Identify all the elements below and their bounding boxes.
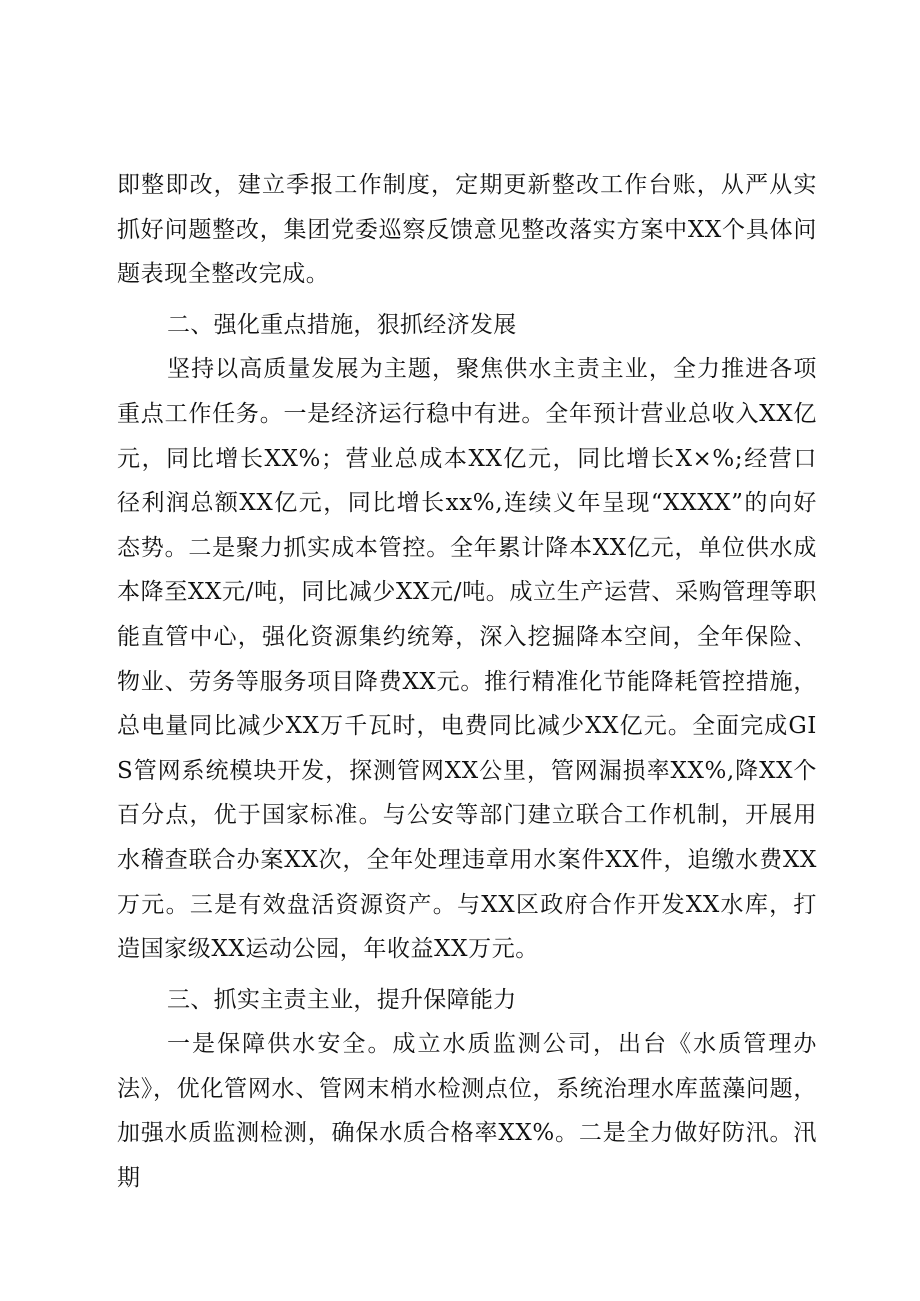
document-body xyxy=(117,163,817,1201)
paragraph-rectification: 即整即改，建立季报工作制度，定期更新整改工作台账，从严从实抓好问题整改，集团党委巡察反馈意见整改落实方案中XX个具体问题表现全整改完成。 xyxy=(117,172,817,288)
paragraph-water-supply-safety: 一是保障供水安全。成立水质监测公司，出台《水质管理办法》，优化管网水、管网末梢水检测点位，系统治理水库蓝藻问题，加强水质监测检测，确保水质合格率XX%。二是全力做好防汛。汛期 xyxy=(117,1031,817,1192)
section-heading-economic-development: 二、强化重点措施，狠抓经济发展 xyxy=(167,311,517,338)
paragraph-economic-development: 坚持以高质量发展为主题，聚焦供水主责主业，全力推进各项重点工作任务。一是经济运行稳中有进。全年预计营业总收入XX亿元，同比增长XX%；营业总成本XX亿元，同比增长X×%;经营口径利润总额XX亿元，同比增长xx%,连续义年呈现“XXXX”的向好态势。二是聚力抓实成本管控。全年累计降本XX亿元，单位供水成本降至XX元/吨，同比减少XX元/吨。成立生产运营、采购管理等职能直管中心，强化资源集约统筹，深入挖掘降本空间，全年保险、物业、劳务等服务项目降费XX元。推行精准化节能降耗管控措施，总电量同比减少XX万千瓦时，电费同比减少XX亿元。全面完成GIS管网系统模块开发，探测管网XX公里，管网漏损率XX%,降XX个百分点，优于国家标准。与公安等部门建立联合工作机制，开展用水稽查联合办案XX次，全年处理违章用水案件XX件，追缴水费XX万元。三是有效盘活资源资产。与XX区政府合作开发XX水库，打造国家级XX运动公园，年收益XX万元。 xyxy=(117,356,817,963)
section-heading-core-business: 三、抓实主责主业，提升保障能力 xyxy=(167,986,517,1013)
